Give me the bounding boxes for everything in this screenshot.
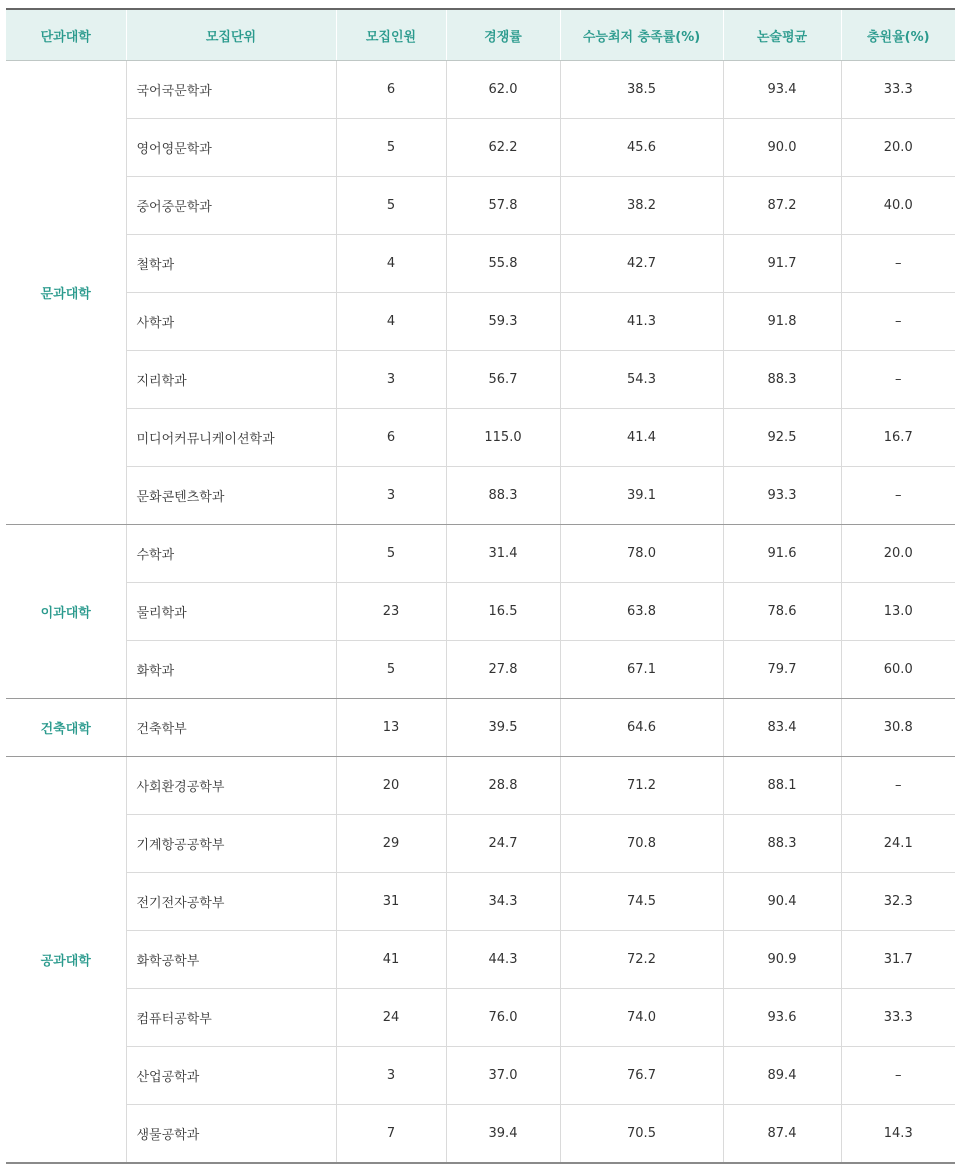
admission-results-table bbox=[6, 8, 955, 1164]
essay-average-cell: 91.8 bbox=[723, 293, 841, 351]
header-csat-minimum-rate: 수능최저 충족률(%) bbox=[560, 9, 723, 61]
essay-average-cell: 90.9 bbox=[723, 931, 841, 989]
department-cell: 화학공학부 bbox=[126, 931, 336, 989]
seats-cell: 6 bbox=[336, 409, 446, 467]
competition-rate-cell: 115.0 bbox=[446, 409, 560, 467]
fill-rate-cell: 24.1 bbox=[841, 815, 955, 873]
table-row bbox=[6, 351, 955, 409]
seats-cell: 3 bbox=[336, 467, 446, 525]
seats-cell: 23 bbox=[336, 583, 446, 641]
admission-results-table-container bbox=[6, 8, 955, 1164]
seats-cell: 3 bbox=[336, 1047, 446, 1105]
fill-rate-cell: 14.3 bbox=[841, 1105, 955, 1164]
department-cell: 생물공학과 bbox=[126, 1105, 336, 1164]
department-cell: 수학과 bbox=[126, 525, 336, 583]
competition-rate-cell: 62.0 bbox=[446, 61, 560, 119]
department-cell: 지리학과 bbox=[126, 351, 336, 409]
csat-rate-cell: 74.0 bbox=[560, 989, 723, 1047]
header-fill-rate: 충원율(%) bbox=[841, 9, 955, 61]
competition-rate-cell: 34.3 bbox=[446, 873, 560, 931]
college-cell-humanities: 문과대학 bbox=[6, 61, 126, 525]
csat-rate-cell: 41.4 bbox=[560, 409, 723, 467]
fill-rate-cell: – bbox=[841, 235, 955, 293]
fill-rate-cell: 30.8 bbox=[841, 699, 955, 757]
csat-rate-cell: 78.0 bbox=[560, 525, 723, 583]
header-college: 단과대학 bbox=[6, 9, 126, 61]
seats-cell: 4 bbox=[336, 235, 446, 293]
header-row bbox=[6, 9, 955, 61]
header-department: 모집단위 bbox=[126, 9, 336, 61]
department-cell: 사회환경공학부 bbox=[126, 757, 336, 815]
college-cell-engineering: 공과대학 bbox=[6, 757, 126, 1164]
table-row bbox=[6, 873, 955, 931]
department-cell: 전기전자공학부 bbox=[126, 873, 336, 931]
competition-rate-cell: 37.0 bbox=[446, 1047, 560, 1105]
essay-average-cell: 88.3 bbox=[723, 351, 841, 409]
essay-average-cell: 78.6 bbox=[723, 583, 841, 641]
essay-average-cell: 91.6 bbox=[723, 525, 841, 583]
competition-rate-cell: 57.8 bbox=[446, 177, 560, 235]
header-seats: 모집인원 bbox=[336, 9, 446, 61]
fill-rate-cell: 60.0 bbox=[841, 641, 955, 699]
table-row bbox=[6, 525, 955, 583]
seats-cell: 3 bbox=[336, 351, 446, 409]
department-cell: 건축학부 bbox=[126, 699, 336, 757]
essay-average-cell: 90.4 bbox=[723, 873, 841, 931]
essay-average-cell: 89.4 bbox=[723, 1047, 841, 1105]
competition-rate-cell: 44.3 bbox=[446, 931, 560, 989]
seats-cell: 29 bbox=[336, 815, 446, 873]
csat-rate-cell: 38.5 bbox=[560, 61, 723, 119]
fill-rate-cell: 20.0 bbox=[841, 119, 955, 177]
seats-cell: 7 bbox=[336, 1105, 446, 1164]
department-cell: 국어국문학과 bbox=[126, 61, 336, 119]
fill-rate-cell: 32.3 bbox=[841, 873, 955, 931]
essay-average-cell: 87.4 bbox=[723, 1105, 841, 1164]
department-cell: 철학과 bbox=[126, 235, 336, 293]
department-cell: 컴퓨터공학부 bbox=[126, 989, 336, 1047]
college-cell-architecture: 건축대학 bbox=[6, 699, 126, 757]
table-row bbox=[6, 235, 955, 293]
department-cell: 사학과 bbox=[126, 293, 336, 351]
csat-rate-cell: 39.1 bbox=[560, 467, 723, 525]
csat-rate-cell: 64.6 bbox=[560, 699, 723, 757]
department-cell: 미디어커뮤니케이션학과 bbox=[126, 409, 336, 467]
competition-rate-cell: 39.5 bbox=[446, 699, 560, 757]
table-row bbox=[6, 409, 955, 467]
header-competition-rate: 경쟁률 bbox=[446, 9, 560, 61]
essay-average-cell: 79.7 bbox=[723, 641, 841, 699]
csat-rate-cell: 63.8 bbox=[560, 583, 723, 641]
essay-average-cell: 87.2 bbox=[723, 177, 841, 235]
fill-rate-cell: – bbox=[841, 351, 955, 409]
competition-rate-cell: 27.8 bbox=[446, 641, 560, 699]
essay-average-cell: 83.4 bbox=[723, 699, 841, 757]
table-row bbox=[6, 467, 955, 525]
competition-rate-cell: 55.8 bbox=[446, 235, 560, 293]
department-cell: 화학과 bbox=[126, 641, 336, 699]
competition-rate-cell: 88.3 bbox=[446, 467, 560, 525]
csat-rate-cell: 45.6 bbox=[560, 119, 723, 177]
competition-rate-cell: 39.4 bbox=[446, 1105, 560, 1164]
department-cell: 물리학과 bbox=[126, 583, 336, 641]
seats-cell: 5 bbox=[336, 177, 446, 235]
essay-average-cell: 93.3 bbox=[723, 467, 841, 525]
seats-cell: 31 bbox=[336, 873, 446, 931]
table-row bbox=[6, 583, 955, 641]
seats-cell: 4 bbox=[336, 293, 446, 351]
seats-cell: 5 bbox=[336, 119, 446, 177]
seats-cell: 24 bbox=[336, 989, 446, 1047]
department-cell: 문화콘텐츠학과 bbox=[126, 467, 336, 525]
essay-average-cell: 88.1 bbox=[723, 757, 841, 815]
table-row bbox=[6, 61, 955, 119]
competition-rate-cell: 76.0 bbox=[446, 989, 560, 1047]
csat-rate-cell: 74.5 bbox=[560, 873, 723, 931]
competition-rate-cell: 31.4 bbox=[446, 525, 560, 583]
fill-rate-cell: – bbox=[841, 1047, 955, 1105]
table-row bbox=[6, 699, 955, 757]
essay-average-cell: 93.6 bbox=[723, 989, 841, 1047]
csat-rate-cell: 42.7 bbox=[560, 235, 723, 293]
competition-rate-cell: 56.7 bbox=[446, 351, 560, 409]
seats-cell: 5 bbox=[336, 525, 446, 583]
header-essay-average: 논술평균 bbox=[723, 9, 841, 61]
csat-rate-cell: 76.7 bbox=[560, 1047, 723, 1105]
seats-cell: 20 bbox=[336, 757, 446, 815]
csat-rate-cell: 38.2 bbox=[560, 177, 723, 235]
csat-rate-cell: 70.5 bbox=[560, 1105, 723, 1164]
table-row bbox=[6, 641, 955, 699]
essay-average-cell: 92.5 bbox=[723, 409, 841, 467]
fill-rate-cell: 33.3 bbox=[841, 989, 955, 1047]
table-row bbox=[6, 757, 955, 815]
seats-cell: 6 bbox=[336, 61, 446, 119]
seats-cell: 41 bbox=[336, 931, 446, 989]
table-body bbox=[6, 61, 955, 1164]
fill-rate-cell: 33.3 bbox=[841, 61, 955, 119]
competition-rate-cell: 24.7 bbox=[446, 815, 560, 873]
essay-average-cell: 91.7 bbox=[723, 235, 841, 293]
fill-rate-cell: 31.7 bbox=[841, 931, 955, 989]
table-row bbox=[6, 177, 955, 235]
table-row bbox=[6, 989, 955, 1047]
competition-rate-cell: 62.2 bbox=[446, 119, 560, 177]
fill-rate-cell: 20.0 bbox=[841, 525, 955, 583]
table-row bbox=[6, 293, 955, 351]
table-row bbox=[6, 1105, 955, 1164]
fill-rate-cell: 13.0 bbox=[841, 583, 955, 641]
competition-rate-cell: 28.8 bbox=[446, 757, 560, 815]
department-cell: 중어중문학과 bbox=[126, 177, 336, 235]
college-cell-science: 이과대학 bbox=[6, 525, 126, 699]
department-cell: 산업공학과 bbox=[126, 1047, 336, 1105]
fill-rate-cell: 16.7 bbox=[841, 409, 955, 467]
seats-cell: 5 bbox=[336, 641, 446, 699]
table-row bbox=[6, 931, 955, 989]
fill-rate-cell: – bbox=[841, 467, 955, 525]
table-row bbox=[6, 1047, 955, 1105]
csat-rate-cell: 71.2 bbox=[560, 757, 723, 815]
table-row bbox=[6, 119, 955, 177]
csat-rate-cell: 54.3 bbox=[560, 351, 723, 409]
csat-rate-cell: 70.8 bbox=[560, 815, 723, 873]
seats-cell: 13 bbox=[336, 699, 446, 757]
department-cell: 기계항공공학부 bbox=[126, 815, 336, 873]
csat-rate-cell: 67.1 bbox=[560, 641, 723, 699]
essay-average-cell: 88.3 bbox=[723, 815, 841, 873]
fill-rate-cell: 40.0 bbox=[841, 177, 955, 235]
competition-rate-cell: 59.3 bbox=[446, 293, 560, 351]
essay-average-cell: 93.4 bbox=[723, 61, 841, 119]
fill-rate-cell: – bbox=[841, 293, 955, 351]
competition-rate-cell: 16.5 bbox=[446, 583, 560, 641]
essay-average-cell: 90.0 bbox=[723, 119, 841, 177]
table-row bbox=[6, 815, 955, 873]
csat-rate-cell: 72.2 bbox=[560, 931, 723, 989]
department-cell: 영어영문학과 bbox=[126, 119, 336, 177]
csat-rate-cell: 41.3 bbox=[560, 293, 723, 351]
fill-rate-cell: – bbox=[841, 757, 955, 815]
